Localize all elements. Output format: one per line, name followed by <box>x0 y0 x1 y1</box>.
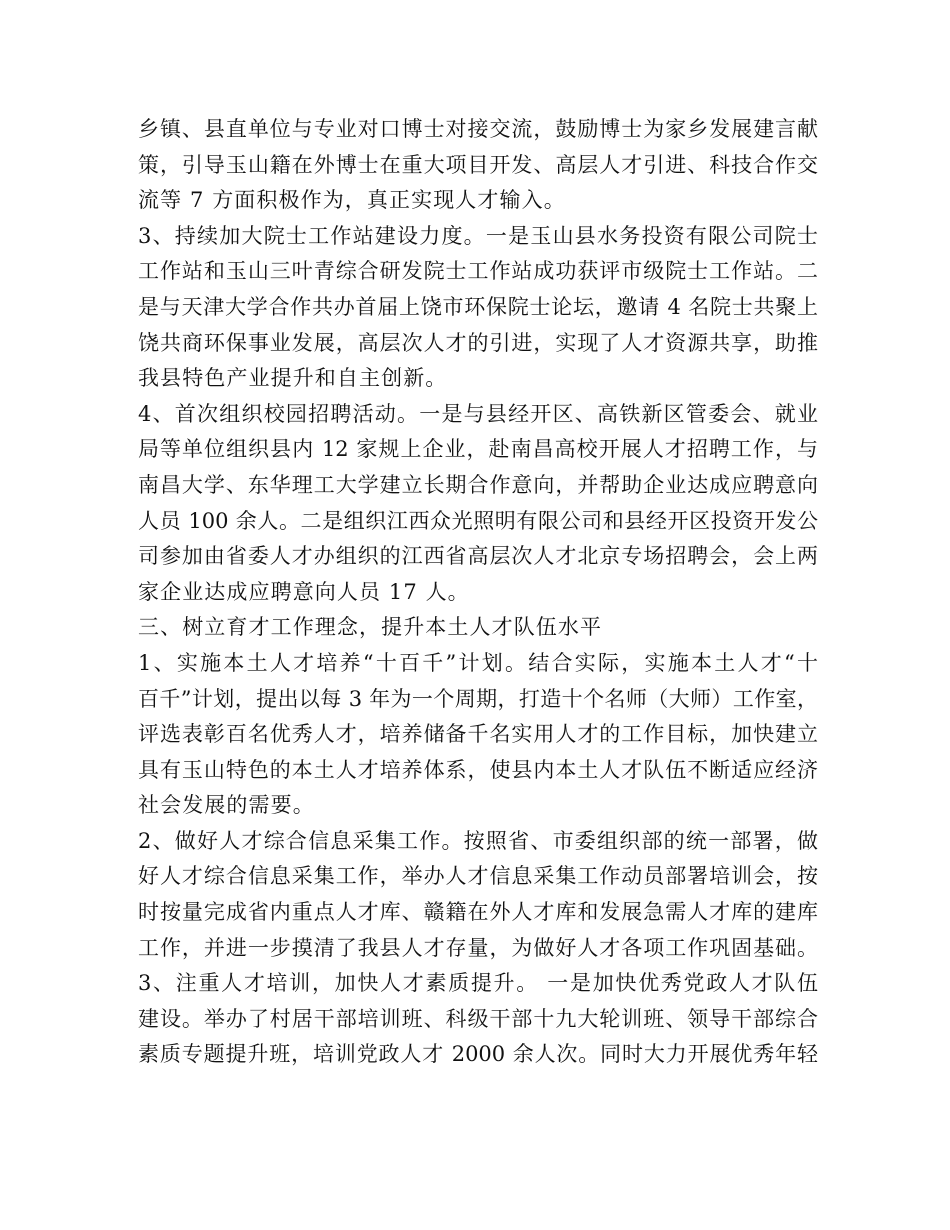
text-line: 是与天津大学合作共办首届上饶市环保院士论坛，邀请 4 名院士共聚上 <box>138 294 818 319</box>
text-line: 4、首次组织校园招聘活动。一是与县经开区、高铁新区管委会、就业 <box>138 401 818 426</box>
text-line: 饶共商环保事业发展，高层次人才的引进，实现了人才资源共享，助推 <box>138 330 818 355</box>
text-line: 素质专题提升班，培训党政人才 2000 余人次。同时大力开展优秀年轻 <box>138 1042 818 1067</box>
section-heading: 三、树立育才工作理念，提升本土人才队伍水平 <box>138 615 603 640</box>
text-line: 2、做好人才综合信息采集工作。按照省、市委组织部的统一部署，做 <box>138 828 818 853</box>
text-line: 工作站和玉山三叶青综合研发院士工作站成功获评市级院士工作站。二 <box>138 259 818 284</box>
text-line: 我县特色产业提升和自主创新。 <box>138 366 448 391</box>
text-line: 社会发展的需要。 <box>138 793 315 818</box>
text-line: 策，引导玉山籍在外博士在重大项目开发、高层人才引进、科技合作交 <box>138 152 818 177</box>
text-line: 3、注重人才培训，加快人才素质提升。 一是加快优秀党政人才队伍 <box>138 971 818 996</box>
text-line: 南昌大学、东华理工大学建立长期合作意向，并帮助企业达成应聘意向 <box>138 472 818 497</box>
text-line: 好人才综合信息采集工作，举办人才信息采集工作动员部署培训会，按 <box>138 864 818 889</box>
text-line: 人员 100 余人。二是组织江西众光照明有限公司和县经开区投资开发公 <box>138 508 818 533</box>
text-line: 建设。举办了村居干部培训班、科级干部十九大轮训班、领导干部综合 <box>138 1006 818 1031</box>
text-line: 乡镇、县直单位与专业对口博士对接交流，鼓励博士为家乡发展建言献 <box>138 117 818 141</box>
text-line: 工作，并进一步摸清了我县人才存量，为做好人才各项工作巩固基础。 <box>138 935 818 960</box>
document-body <box>138 112 818 1073</box>
text-line: 流等 7 方面积极作为，真正实现人才输入。 <box>138 188 566 213</box>
text-line: 司参加由省委人才办组织的江西省高层次人才北京专场招聘会，会上两 <box>138 544 818 569</box>
text-line: 时按量完成省内重点人才库、赣籍在外人才库和发展急需人才库的建库 <box>138 900 818 925</box>
text-line: 1、实施本土人才培养“十百千”计划。结合实际，实施本土人才“十 <box>138 650 818 675</box>
text-line: 具有玉山特色的本土人才培养体系，使县内本土人才队伍不断适应经济 <box>138 757 818 782</box>
text-line: 3、持续加大院士工作站建设力度。一是玉山县水务投资有限公司院士 <box>138 223 818 248</box>
text-line: 百千”计划，提出以每 3 年为一个周期，打造十个名师（大师）工作室， <box>138 686 818 711</box>
text-line: 评选表彰百名优秀人才，培养储备千名实用人才的工作目标，加快建立 <box>138 722 818 747</box>
text-line: 家企业达成应聘意向人员 17 人。 <box>138 579 470 604</box>
text-line: 局等单位组织县内 12 家规上企业，赴南昌高校开展人才招聘工作，与 <box>138 437 818 462</box>
